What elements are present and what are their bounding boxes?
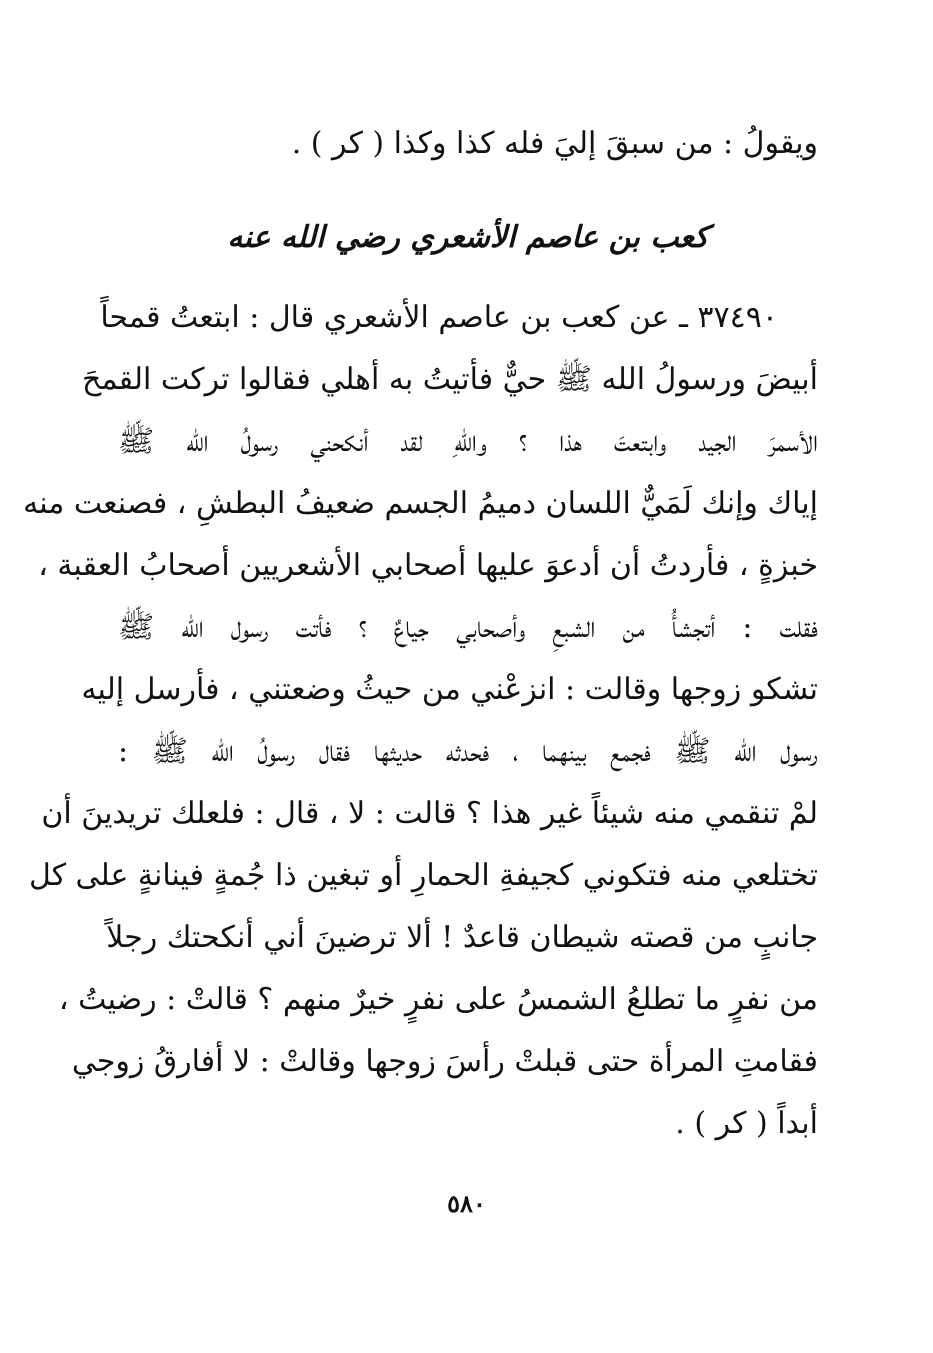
body-line: من نفرٍ ما تطلعُ الشمسُ على نفرٍ خيرٌ منهم ؟ قالتْ : رضيتُ ، bbox=[58, 982, 818, 1017]
body-line: لمْ تنقمي منه شيئاً غير هذا ؟ قالت : لا ، قال : فلعلك تريدينَ أن bbox=[41, 796, 818, 831]
body-line: رسول الله ﷺ فجمع بينهما ، فحدثه حديثها فقال رسولُ الله ﷺ : bbox=[118, 734, 818, 769]
body-line: جانبٍ من قصته شيطان قاعدٌ ! ألا ترضينَ أني أنكحتك رجلاً bbox=[106, 920, 818, 955]
body-line: فقلت : أتجشأُ من الشبعِ وأصحابي جياعٌ ؟ فأتت رسول الله ﷺ bbox=[118, 610, 818, 645]
body-line: فقامتِ المرأة حتى قبلتْ رأسَ زوجها وقالتْ : لا أفارقُ زوجي bbox=[71, 1044, 818, 1079]
body-line: خبزةٍ ، فأردتُ أن أدعوَ عليها أصحابي الأشعريين أصحابُ العقبة ، bbox=[38, 548, 818, 583]
body-line: أبيضَ ورسولُ الله ﷺ حيٌّ فأتيتُ به أهلي فقالوا تركت القمحَ bbox=[81, 362, 818, 397]
page-number: ٥٨٠ bbox=[447, 1189, 486, 1218]
section-heading: كعب بن عاصم الأشعري رضي الله عنه bbox=[227, 220, 709, 255]
body-line: تختلعي منه فتكوني كجيفةِ الحمارِ أو تبغين ذا جُمةٍ فينانةٍ على كل bbox=[29, 858, 818, 893]
body-line: ٣٧٤٩٠ ـ عن كعب بن عاصم الأشعري قال : ابتعتُ قمحاً bbox=[100, 300, 778, 335]
body-line: إياك وإنك لَمَيٌّ اللسان دميمُ الجسم ضعيفُ البطشِ ، فصنعت منه bbox=[23, 486, 818, 521]
opening-text: ويقولُ : من سبقَ إليَ فله كذا وكذا ( كر ) . bbox=[291, 126, 818, 161]
opening-line bbox=[118, 113, 818, 175]
body-line: تشكو زوجها وقالت : انزعْني من حيثُ وضعتني ، فأرسل إليه bbox=[81, 672, 818, 707]
body-line: أبداً ( كر ) . bbox=[675, 1106, 818, 1141]
hadith-body bbox=[23, 287, 818, 1155]
body-line: الأسمرَ الجيد وابتعتَ هذا ؟ واللهِ لقد أنكحني رسولُ الله ﷺ bbox=[118, 424, 818, 459]
